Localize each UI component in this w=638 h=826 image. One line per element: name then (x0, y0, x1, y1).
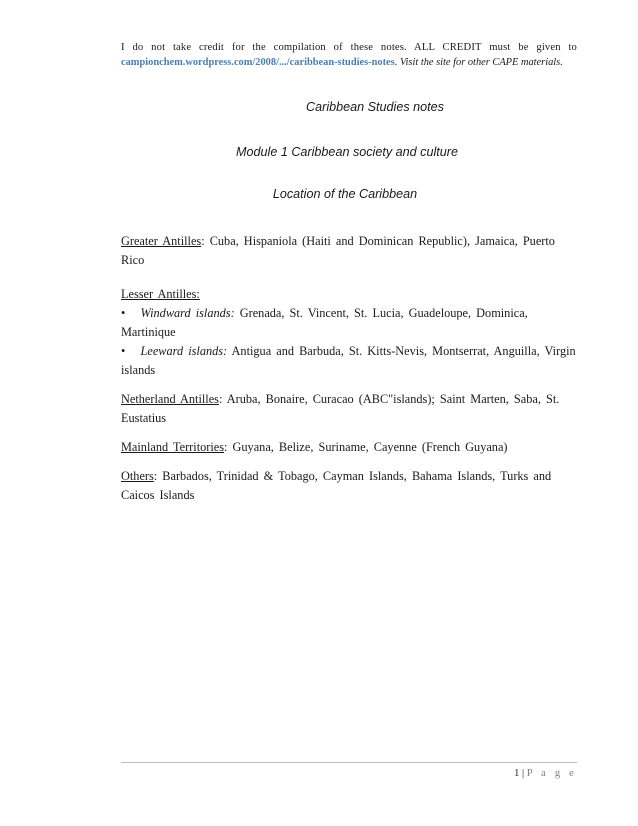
credit-statement: I do not take credit for the compilation of these notes. ALL CREDIT must be given to (121, 42, 577, 53)
greater-antilles-separator: : (201, 234, 210, 248)
greater-antilles-paragraph (121, 232, 581, 270)
mainland-territories-paragraph (121, 438, 581, 457)
page-label: P a g e (526, 768, 577, 779)
credit-source-line (121, 55, 577, 70)
section-title: Location of the Caribbean (272, 187, 418, 201)
others-label: Others (121, 469, 154, 483)
others-list: Barbados, Trinidad & Tobago, Cayman Islands, Bahama Islands, Turks and Caicos Islands (121, 469, 552, 502)
windward-islands-list: Grenada, St. Vincent, St. Lucia, Guadeloupe, Dominica, Martinique (121, 306, 528, 339)
page-number: 1 (514, 768, 520, 779)
mainland-territories-list: Guyana, Belize, Suriname, Cayenne (French Guyana) (232, 440, 508, 454)
document-title: Caribbean Studies notes (306, 100, 444, 114)
module-title: Module 1 Caribbean society and culture (236, 145, 458, 159)
windward-islands-item (121, 304, 581, 342)
netherland-antilles-separator: : (218, 392, 227, 406)
greater-antilles-label: Greater Antilles (121, 234, 202, 248)
lesser-antilles-label: Lesser Antilles: (121, 287, 200, 301)
source-link-period: . (394, 57, 398, 68)
bullet-icon: • (121, 344, 126, 358)
cape-materials-note: Visit the site for other CAPE materials. (399, 57, 563, 68)
greater-antilles-list: Cuba, Hispaniola (Haiti and Dominican Republic), Jamaica, Puerto Rico (121, 234, 555, 267)
source-link[interactable]: campionchem.wordpress.com/2008/.../caribbean-studies-notes (121, 57, 395, 68)
mainland-territories-separator: : (224, 440, 233, 454)
bullet-icon: • (121, 306, 126, 320)
others-separator: : (153, 469, 163, 483)
leeward-islands-list: Antigua and Barbuda, St. Kitts-Nevis, Montserrat, Anguilla, Virgin islands (121, 344, 576, 377)
lesser-antilles-paragraph (121, 285, 581, 380)
leeward-islands-label: Leeward islands: (140, 344, 228, 358)
mainland-territories-label: Mainland Territories (121, 440, 225, 454)
notes-body (121, 232, 581, 520)
footer-divider (121, 762, 577, 763)
others-paragraph (121, 467, 581, 505)
windward-islands-label: Windward islands: (140, 306, 235, 320)
netherland-antilles-label: Netherland Antilles (121, 392, 219, 406)
leeward-islands-item (121, 342, 581, 380)
netherland-antilles-paragraph (121, 390, 581, 428)
page-separator: | (519, 768, 527, 779)
page-footer (121, 768, 577, 779)
netherland-antilles-list: Aruba, Bonaire, Curacao (ABC"islands); Saint Marten, Saba, St. Eustatius (121, 392, 560, 425)
credit-header (121, 40, 577, 70)
